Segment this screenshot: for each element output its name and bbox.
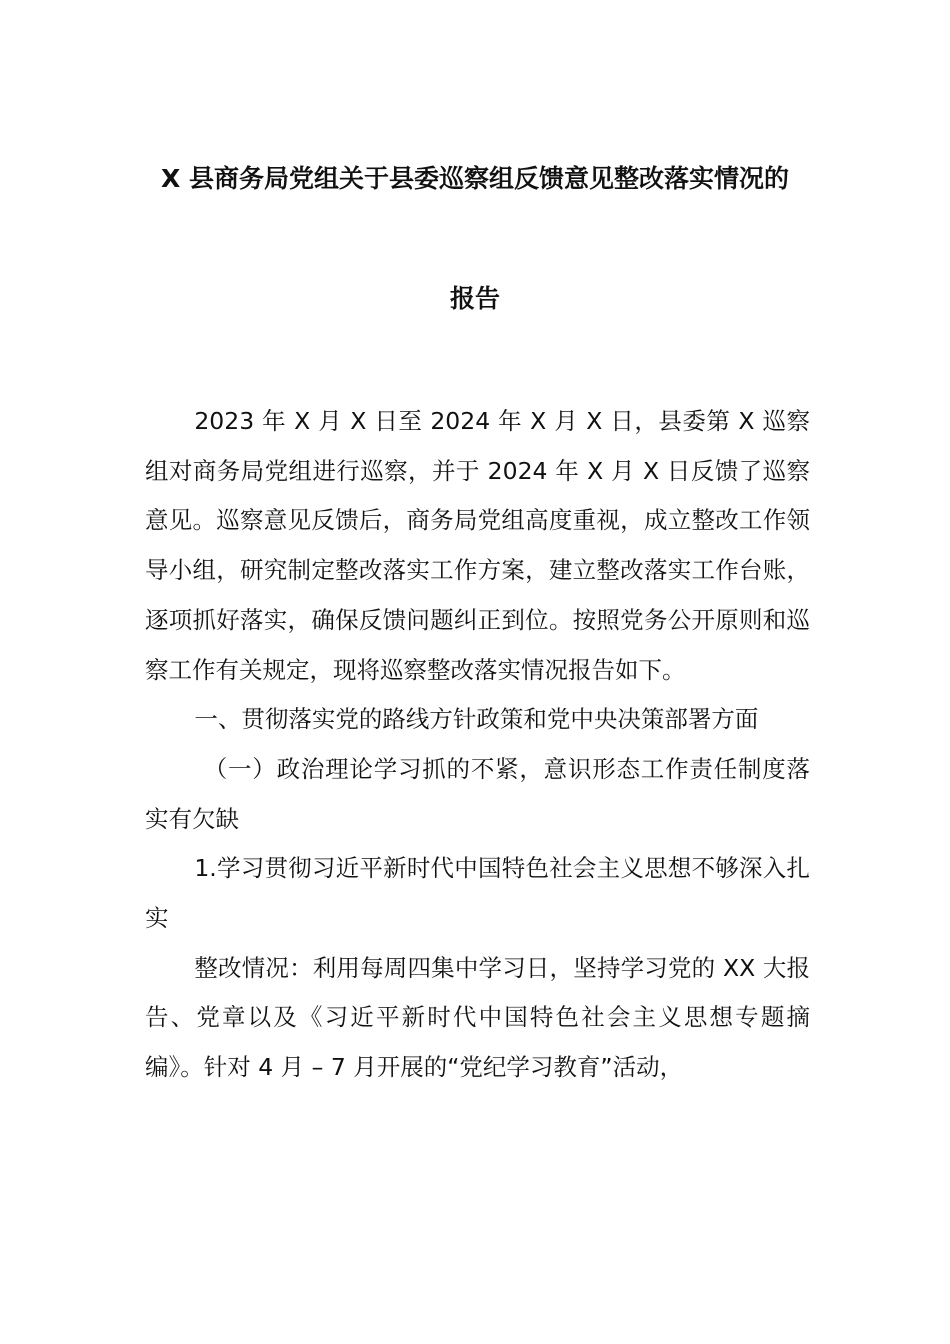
subsection-heading-1: （一）政治理论学习抓的不紧，意识形态工作责任制度落实有欠缺 [145, 754, 810, 833]
section-heading-1: 一、贯彻落实党的路线方针政策和党中央决策部署方面 [194, 705, 759, 734]
rectification-paragraph: 整改情况：利用每周四集中学习日，坚持学习党的 XX 大报告、党章以及《习近平新时代中国特色社会主义思想专题摘编》。针对 4 月 – 7 月开展的“党纪学习教育”活动， [145, 953, 810, 1082]
document-title-line-1: X 县商务局党组关于县委巡察组反馈意见整改落实情况的 [161, 164, 789, 193]
document-body [145, 397, 810, 1093]
item-heading-1: 1.学习贯彻习近平新时代中国特色社会主义思想不够深入扎实 [145, 854, 810, 933]
intro-paragraph: 2023 年 X 月 X 日至 2024 年 X 月 X 日，县委第 X 巡察组对商务局党组进行巡察，并于 2024 年 X 月 X 日反馈了巡察意见。巡察意见反馈后，商务局党组高度重视，成立整改工作领导小组，研究制定整改落实工作方案，建立整改落实工作台账，逐项抓好落实，确保反馈问题纠正到位。按照党务公开原则和巡察工作有关规定，现将巡察整改落实情况报告如下。 [145, 407, 810, 684]
document-title-line-2: 报告 [449, 284, 500, 313]
